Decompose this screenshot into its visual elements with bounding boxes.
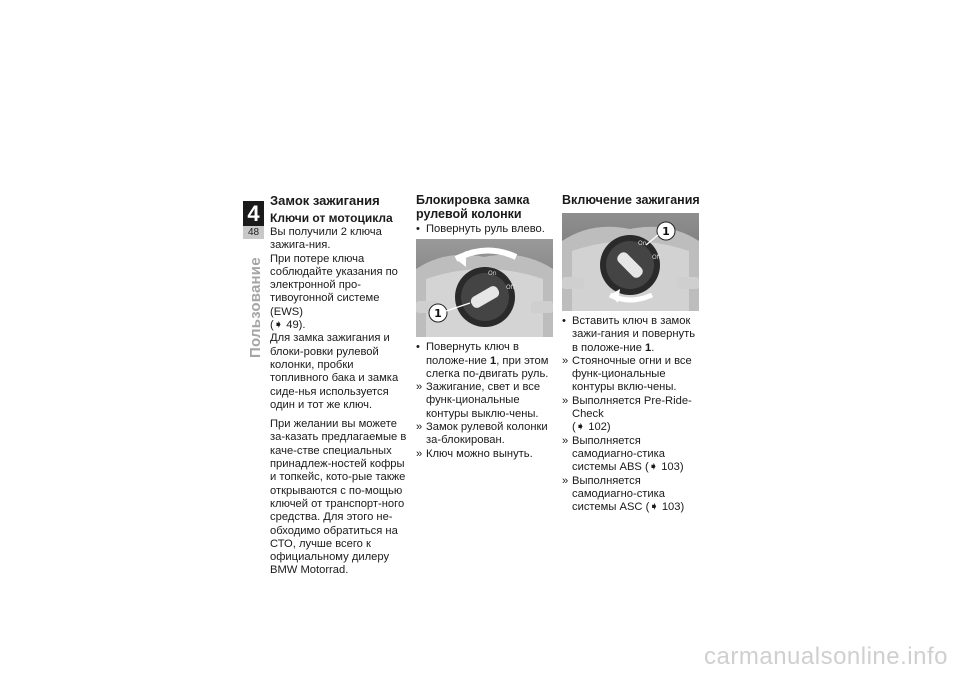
- chapter-number-tab: 4: [243, 201, 264, 226]
- chapter-side-label: Пользование: [247, 257, 264, 358]
- result-item: » Выполняется самодиагно-стика системы ASC (➧ 103): [562, 474, 685, 514]
- paragraph-single-key: Для замка зажигания и блоки-ровки рулевой колонки, пробки топливного бака и замка сиде-нья используется один и тот же ключ.: [270, 332, 399, 411]
- section-title-ignition-lock: Замок зажигания: [270, 193, 380, 208]
- page-number: 48: [243, 226, 264, 239]
- ignition-on-photo: [562, 213, 699, 311]
- photo-callout-1: 1: [662, 225, 670, 238]
- arrow-ref-icon: ➧: [575, 421, 586, 434]
- result-item: » Ключ можно вынуть.: [416, 447, 533, 460]
- arrow-ref-icon: ➧: [648, 461, 659, 474]
- column-ignition-on: [562, 193, 702, 514]
- list-item: • Повернуть руль влево.: [416, 223, 545, 235]
- watermark: carmanualsonline.info: [704, 643, 948, 670]
- column-steering-lock: [416, 193, 556, 461]
- result-item: » Стояночные огни и все функ-циональные контуры вклю-чены.: [562, 354, 692, 394]
- svg-text:Off: Off: [506, 284, 515, 292]
- page-reference[interactable]: 102: [588, 421, 607, 434]
- result-item: » Зажигание, свет и все функ-циональные контуры выклю-чены.: [416, 381, 541, 420]
- list-item: • Вставить ключ в замок зажи-гания и повернуть в положе-ние 1.: [562, 315, 696, 354]
- photo-callout-1: 1: [434, 307, 442, 321]
- result-item: » Замок рулевой колонки за-блокирован.: [416, 421, 548, 447]
- result-item: » Выполняется Pre-Ride-Check (➧ 102): [562, 394, 692, 434]
- section-title-ignition-on: Включение зажигания: [562, 193, 700, 207]
- svg-text:Off: Off: [652, 254, 661, 261]
- steering-lock-photo: [416, 239, 553, 337]
- page-reference[interactable]: 49: [286, 319, 299, 332]
- paragraph-keys-count: Вы получили 2 ключа зажига-ния.: [270, 226, 382, 252]
- arrow-ref-icon: ➧: [649, 501, 659, 514]
- page-reference[interactable]: 103: [661, 501, 681, 514]
- svg-text:On: On: [638, 240, 647, 247]
- result-item: » Выполняется самодиагно-стика системы ABS (➧ 103): [562, 434, 684, 474]
- list-item: • Повернуть ключ в положе-ние 1, при этом слегка по-двигать руль.: [416, 341, 549, 380]
- paragraph-accessories: При желании вы можете за-казать предлагаемые в каче-стве специальных принадлеж-ностей кофры и топкейс, кото-рые также открываются с по-мощью ключей от транспорт-ного средства. Для этого не-обходимо обратиться на СТО, лучше всего к официальному дилеру BMW Motorrad.: [270, 418, 407, 577]
- section-title-steering-lock: Блокировка замка рулевой колонки: [416, 193, 530, 221]
- arrow-ref-icon: ➧: [273, 319, 284, 332]
- subsection-title-keys: Ключи от мотоцикла: [270, 211, 393, 225]
- column-ignition-lock: [270, 193, 408, 578]
- svg-text:On: On: [488, 270, 497, 278]
- paragraph-key-loss: При потере ключа соблюдайте указания по электронной про-тивоугонной системе (EWS) (➧ 49).: [270, 252, 398, 332]
- page-reference[interactable]: 103: [661, 461, 680, 474]
